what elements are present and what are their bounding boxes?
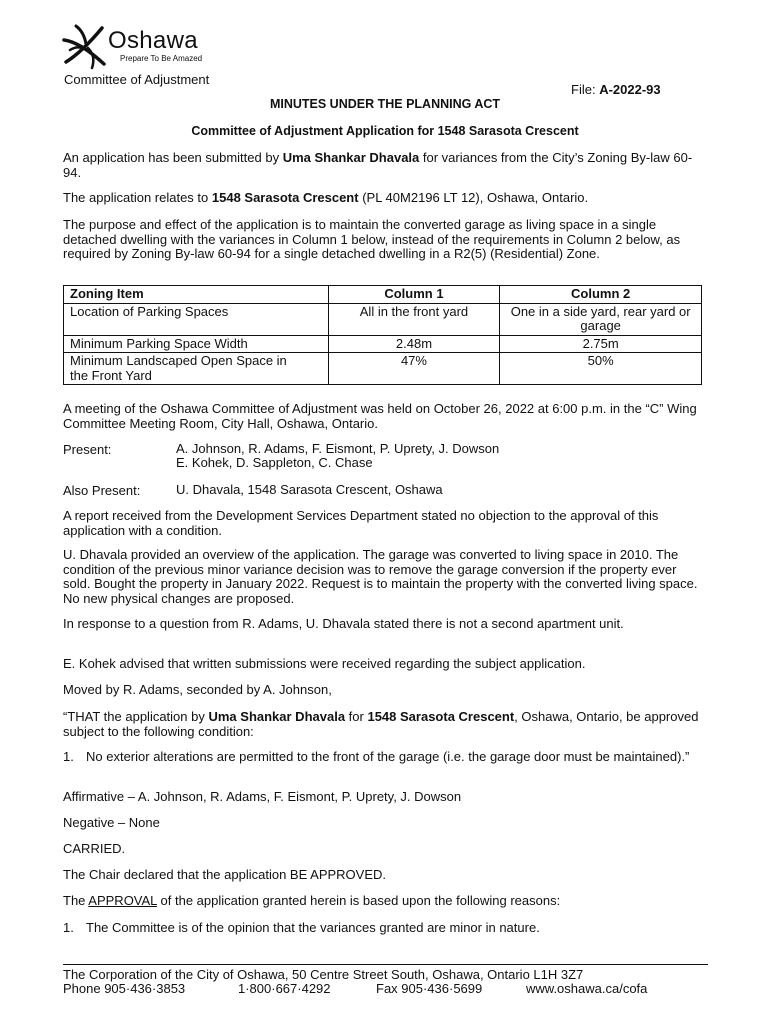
footer-tollfree: 1·800·667·4292: [238, 981, 331, 996]
present-label: Present:: [63, 442, 112, 457]
logo-wordmark: Oshawa: [108, 27, 198, 54]
motion-applicant: Uma Shankar Dhavala: [208, 709, 346, 724]
moved-paragraph: Moved by R. Adams, seconded by A. Johnson,: [63, 682, 332, 697]
chair-declaration: The Chair declared that the application BE APPROVED.: [63, 867, 387, 882]
table-row: [64, 303, 702, 335]
table-row: [64, 353, 702, 385]
table-cell: 2.48m: [328, 335, 500, 353]
affirmative-vote: Affirmative – A. Johnson, R. Adams, F. Eismont, P. Uprety, J. Dowson: [63, 789, 462, 804]
question-paragraph: In response to a question from R. Adams, U. Dhavala stated there is not a second apartment unit.: [63, 616, 624, 631]
reason-list-item: [63, 921, 703, 936]
reason-number: 1.: [63, 920, 74, 935]
file-reference: [571, 82, 661, 97]
table-cell: Minimum Landscaped Open Space in the Front Yard: [64, 353, 329, 385]
applicant-name: Uma Shankar Dhavala: [282, 150, 420, 165]
table-cell: 50%: [500, 353, 702, 385]
table-header-row: [64, 286, 702, 304]
footer-fax: Fax 905·436·5699: [376, 981, 483, 996]
purpose-paragraph: The purpose and effect of the application is to maintain the converted garage as living space in a single detached dwelling with the variances in Column 1 below, instead of the requirements in Column 2 below, as required by Zoning By-law 60-94 for a single detached dwelling in a R2(5) (Residential) Zone.: [63, 217, 681, 261]
approval-word: APPROVAL: [88, 893, 157, 908]
also-present-value: U. Dhavala, 1548 Sarasota Crescent, Oshawa: [176, 482, 443, 497]
condition-list-item: [63, 750, 703, 765]
table-cell: Location of Parking Spaces: [64, 303, 329, 335]
present-line-1: A. Johnson, R. Adams, F. Eismont, P. Uprety, J. Dowson: [176, 441, 500, 456]
variance-table: [63, 285, 702, 385]
table-cell: Minimum Parking Space Width: [64, 335, 329, 353]
table-row: [64, 335, 702, 353]
table-cell: All in the front yard: [328, 303, 500, 335]
table-header: Column 1: [328, 286, 500, 304]
overview-paragraph: U. Dhavala provided an overview of the application. The garage was converted to living space in 2010. The condition of the previous minor variance decision was to remove the garage conversion if the property ever sold. Bought the property in January 2022. Request is to maintain the property with the converted living space. No new physical changes are proposed.: [63, 547, 698, 606]
table-header: Column 2: [500, 286, 702, 304]
department-name: Committee of Adjustment: [64, 72, 210, 87]
negative-vote: Negative – None: [63, 815, 160, 830]
table-header: Zoning Item: [64, 286, 329, 304]
motion-address: 1548 Sarasota Crescent: [367, 709, 515, 724]
report-paragraph: A report received from the Development Services Department stated no objection to the approval of this application with a condition.: [63, 508, 659, 538]
document-title: MINUTES UNDER THE PLANNING ACT: [269, 97, 501, 111]
carried-status: CARRIED.: [63, 841, 126, 856]
relates-paragraph: The application relates to 1548 Sarasota Crescent (PL 40M2196 LT 12), Oshawa, Ontario.: [63, 190, 589, 205]
also-present-label: Also Present:: [63, 483, 141, 498]
submissions-paragraph: E. Kohek advised that written submissions were received regarding the subject application.: [63, 656, 586, 671]
present-line-2: E. Kohek, D. Sappleton, C. Chase: [176, 455, 373, 470]
reason-text: The Committee is of the opinion that the variances granted are minor in nature.: [86, 920, 540, 935]
intro-paragraph: An application has been submitted by Uma Shankar Dhavala for variances from the City’s Zoning By-law 60-94.: [63, 150, 693, 180]
footer-website-link[interactable]: www.oshawa.ca/cofa: [526, 981, 648, 996]
footer-phone: Phone 905·436·3853: [63, 981, 186, 996]
table-cell: 47%: [328, 353, 500, 385]
condition-text: No exterior alterations are permitted to the front of the garage (i.e. the garage door must be maintained).”: [86, 749, 690, 764]
approval-paragraph: The APPROVAL of the application granted herein is based upon the following reasons:: [63, 893, 561, 908]
file-label: File:: [571, 82, 596, 97]
oshawa-logo: [62, 20, 242, 72]
table-cell: One in a side yard, rear yard or garage: [500, 303, 702, 335]
footer-divider: [63, 964, 708, 965]
logo-tagline: Prepare To Be Amazed: [120, 54, 203, 63]
document-subtitle: Committee of Adjustment Application for 1548 Sarasota Crescent: [191, 124, 579, 138]
table-cell: 2.75m: [500, 335, 702, 353]
condition-number: 1.: [63, 749, 74, 764]
file-number: A-2022-93: [599, 82, 661, 97]
motion-paragraph: “THAT the application by Uma Shankar Dhavala for 1548 Sarasota Crescent, Oshawa, Ontario, be approved subject to the following condition:: [63, 709, 699, 739]
oshawa-swirl-icon: [62, 22, 112, 70]
property-address: 1548 Sarasota Crescent: [211, 190, 359, 205]
meeting-paragraph: A meeting of the Oshawa Committee of Adjustment was held on October 26, 2022 at 6:00 p.m. in the “C” Wing Committee Meeting Room, City Hall, Oshawa, Ontario.: [63, 401, 697, 431]
footer-address: The Corporation of the City of Oshawa, 50 Centre Street South, Oshawa, Ontario L1H 3Z7: [63, 967, 584, 982]
